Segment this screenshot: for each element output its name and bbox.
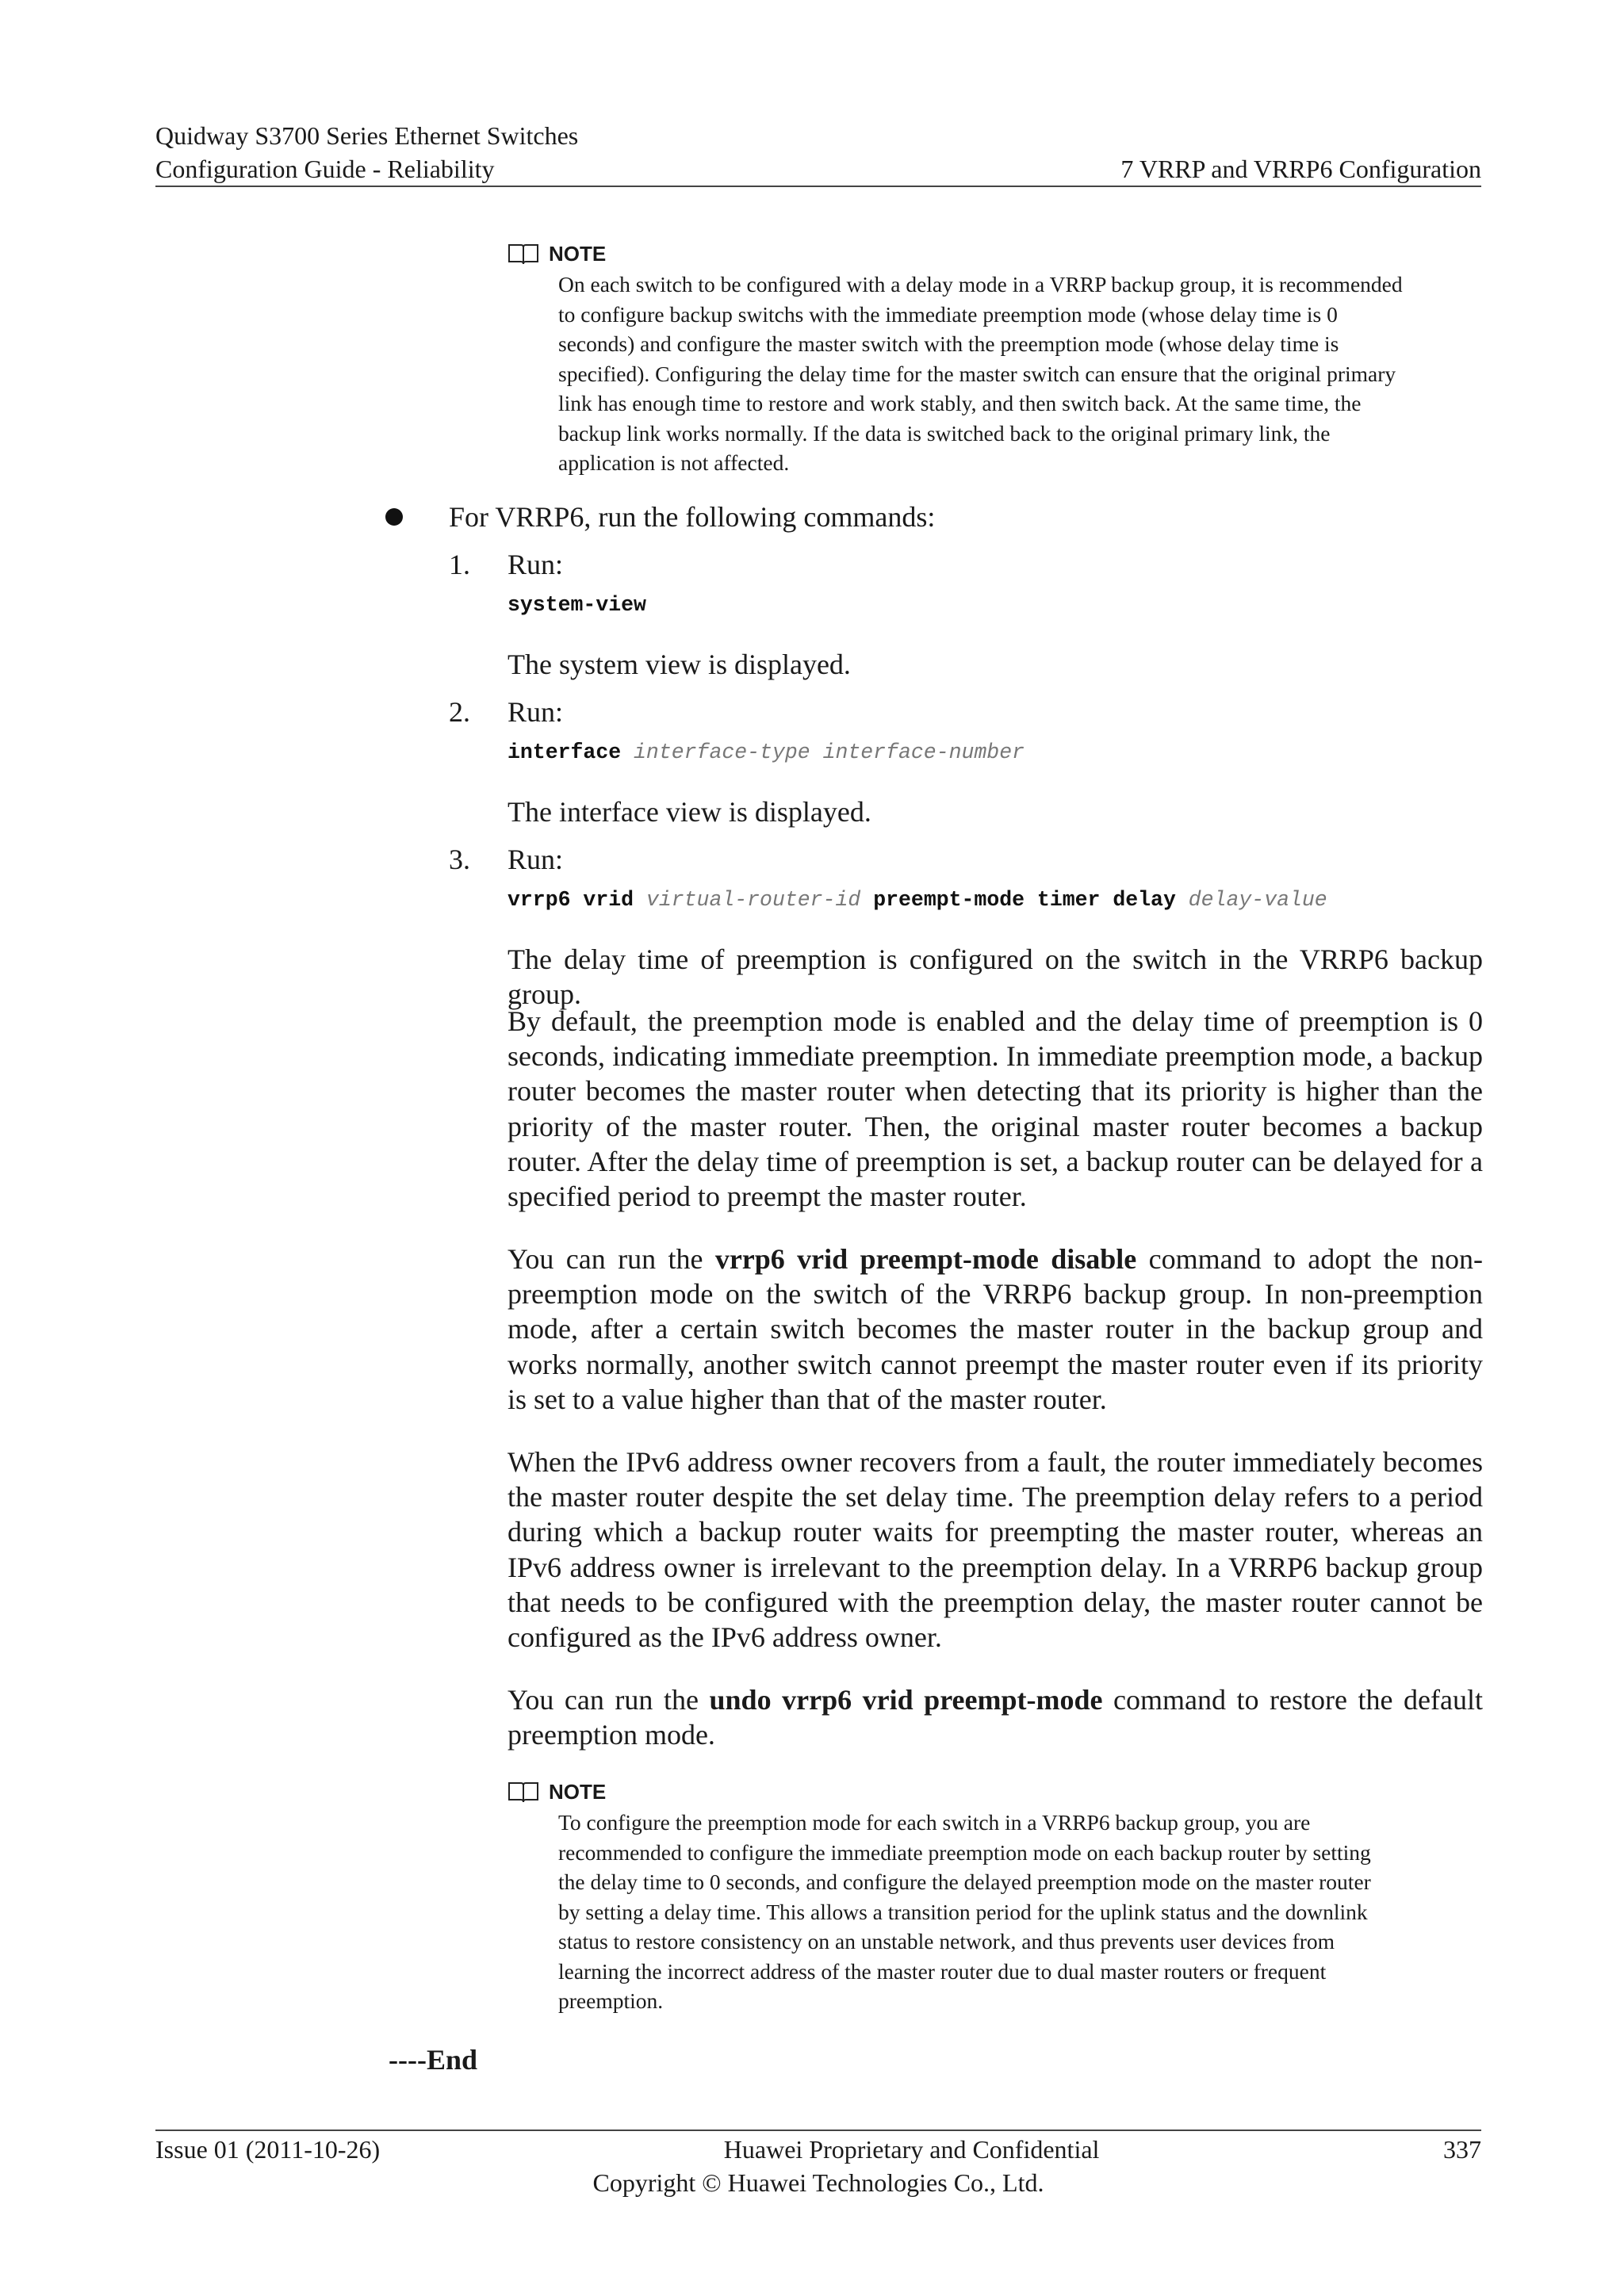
command-line [508,739,1025,766]
footer-issue: Issue 01 (2011-10-26) [155,2135,381,2164]
text-run: You can run the [508,1684,710,1716]
command-argument: virtual-router-id [645,888,861,912]
note-text [558,270,1481,478]
note-line: recommended to configure the immediate preemption mode on each backup router by setting [558,1839,1371,1865]
note-line: To configure the preemption mode for each switch in a VRRP6 backup group, you are [558,1810,1311,1835]
note-line: learning the incorrect address of the master router due to dual master routers or frequent [558,1958,1327,1984]
text-run: command to adopt the non-preemption mode on the switch of the VRRP6 backup group. In non-preemption mode, after a certain switch becomes the master router in the backup group and works normally, another switch cannot preempt the master router even if its priority is set to a value higher than that of the master router. [508,1243,1484,1415]
command-line [508,591,646,618]
page-footer [155,2133,1481,2199]
bullet-dot [385,508,403,526]
inline-command: vrrp6 vrid preempt-mode disable [714,1243,1137,1275]
note-label: NOTE [549,241,607,266]
paragraph-default-preemption: By default, the preemption mode is enabled and the delay time of preemption is 0 seconds, indicating immediate preemption. In immediate preemption mode, a backup router becomes the master router when detecting that its priority is higher than the priority of the master router. Then, the original master router becomes a backup router. After the delay time of preemption is set, a backup router can be delayed for a specified period to preempt the master router. [508,1005,1483,1213]
paragraph-non-preemption [508,1242,1483,1417]
step-number: 2. [449,696,470,728]
inline-command: undo vrrp6 vrid preempt-mode [709,1684,1103,1716]
note-line: status to restore consistency on an unstable network, and thus prevents user devices from [558,1929,1335,1954]
note-block-1 [508,238,1481,478]
note-line: backup link works normally. If the data is switched back to the original primary link, the [558,420,1331,446]
note-line: application is not affected. [558,450,790,475]
note-heading [508,1776,1481,1808]
step-run-label: Run: [508,696,564,728]
header-product: Quidway S3700 Series Ethernet Switches [155,121,579,150]
step-description: The system view is displayed. [508,649,851,680]
command-keyword: interface [508,740,622,764]
note-line: seconds) and configure the master switch with the preemption mode (whose delay time is [558,331,1339,356]
page-header [155,119,1481,186]
note-label: NOTE [549,1779,607,1804]
note-line: specified). Configuring the delay time for the master switch can ensure that the original primary [558,361,1396,386]
step-run-label: Run: [508,844,564,875]
note-line: by setting a delay time. This allows a transition period for the uplink status and the downlink [558,1899,1368,1924]
header-chapter: 7 VRRP and VRRP6 Configuration [1120,155,1481,183]
header-rule [155,186,1481,187]
command-line [508,886,1327,913]
step-number: 1. [449,549,470,580]
book-icon [508,242,539,266]
command-keyword: preempt-mode timer delay [873,888,1176,912]
end-marker: ----End [389,2044,478,2076]
paragraph-ipv6-owner: When the IPv6 address owner recovers from a fault, the router immediately becomes the master router despite the set delay time. The preemption delay refers to a period during which a backup router waits for preempting the master router, whereas an IPv6 address owner is irrelevant to the preemption delay. In a VRRP6 backup group that needs to be configured with the preemption delay, the master router cannot be configured as the IPv6 address owner. [508,1446,1483,1654]
command-keyword: vrrp6 vrid [508,888,634,912]
footer-rule [155,2130,1481,2131]
note-line: to configure backup switchs with the immediate preemption mode (whose delay time is 0 [558,301,1338,327]
step-description: The interface view is displayed. [508,796,871,828]
step-description: The delay time of preemption is configured on the switch in the VRRP6 backup group. [508,943,1483,1011]
page-number: 337 [1443,2135,1481,2164]
note-line: the delay time to 0 seconds, and configure the delayed preemption mode on the master router [558,1869,1371,1894]
note-line: On each switch to be configured with a delay mode in a VRRP backup group, it is recommended [558,272,1403,297]
bullet-text: For VRRP6, run the following commands: [449,501,936,533]
note-line: link has enough time to restore and work stably, and then switch back. At the same time, the [558,391,1362,415]
footer-confidential: Huawei Proprietary and Confidential [723,2135,1100,2164]
command-argument: delay-value [1188,888,1327,912]
header-guide: Configuration Guide - Reliability [155,155,495,183]
book-icon [508,1780,539,1804]
note-heading [508,238,1481,270]
command-keyword: system-view [508,593,646,617]
text-run: You can run the [508,1243,715,1275]
paragraph-restore-default [508,1682,1483,1752]
note-line: preemption. [558,1988,664,2013]
note-block-2 [508,1776,1481,2016]
step-run-label: Run: [508,549,564,580]
command-argument: interface-type interface-number [634,740,1025,764]
step-number: 3. [449,844,470,875]
footer-copyright: Copyright © Huawei Technologies Co., Ltd. [592,2168,1044,2197]
text-run: command to restore the default preemption mode. [508,1684,1483,1751]
note-text [558,1808,1481,2016]
